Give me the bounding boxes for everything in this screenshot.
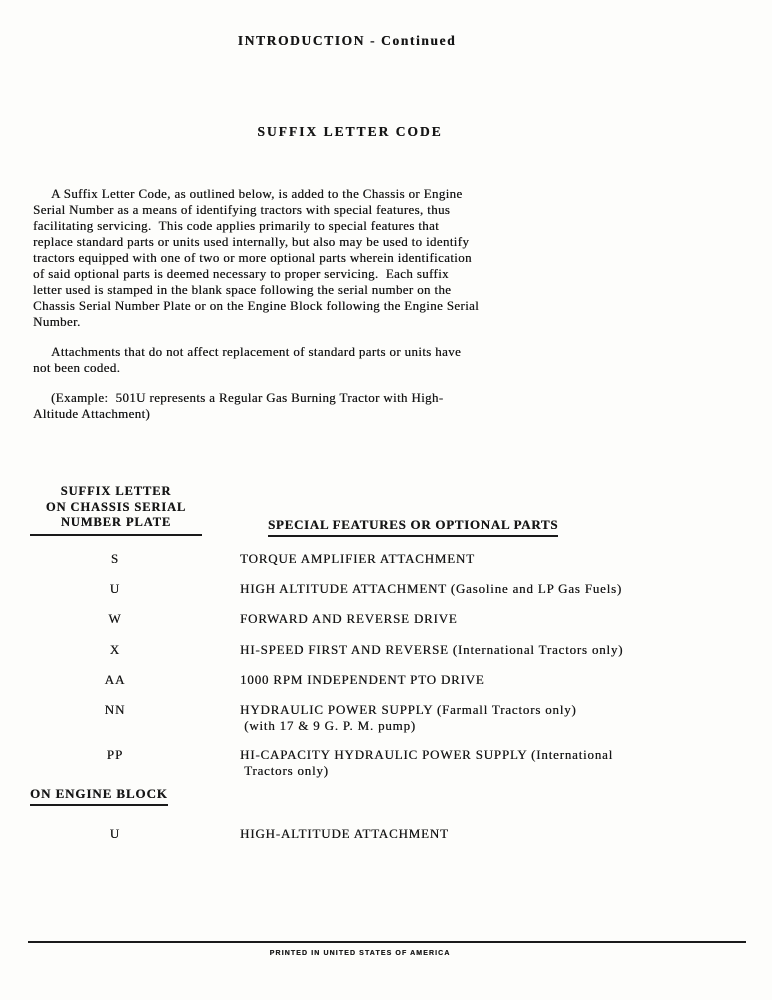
suffix-letter: W: [108, 611, 122, 626]
table-row: [0, 581, 772, 597]
feature-description: HI-SPEED FIRST AND REVERSE (International Tractors only): [240, 642, 624, 657]
table-row: [0, 642, 772, 658]
feature-description: HYDRAULIC POWER SUPPLY (Farmall Tractors only) (with 17 & 9 G. P. M. pump): [240, 702, 577, 733]
table-header-suffix-letter-column: SUFFIX LETTER ON CHASSIS SERIAL NUMBER PLATE: [30, 484, 202, 536]
table-row: [0, 611, 772, 627]
table-header-special-features-column: SPECIAL FEATURES OR OPTIONAL PARTS: [268, 517, 558, 537]
table-row: [0, 826, 772, 842]
suffix-letter: U: [109, 581, 121, 596]
paragraph-attachments: Attachments that do not affect replacement of standard parts or units have not been coded.: [33, 344, 462, 375]
table-row: [0, 551, 772, 567]
feature-description: HIGH-ALTITUDE ATTACHMENT: [240, 826, 449, 841]
suffix-letter: S: [110, 551, 120, 566]
table-row: [0, 672, 772, 688]
engine-block-section-heading: ON ENGINE BLOCK: [30, 786, 168, 806]
paragraph-intro: A Suffix Letter Code, as outlined below, is added to the Chassis or Engine Serial Number as a means of identifying tractors with special features, thus facilitating servicing. This code applies primarily to special features that replace standard parts or units used internally, but also may be used to identify tractors equipped with one of two or more optional parts wherein identification of said optional parts is deemed necessary to proper servicing. Each suffix letter used is stamped in the blank space following the serial number on the Chassis Serial Number Plate or on the Engine Block following the Engine Serial Number.: [33, 186, 480, 329]
feature-description: TORQUE AMPLIFIER ATTACHMENT: [240, 551, 475, 566]
suffix-letter: AA: [104, 672, 126, 687]
suffix-letter: X: [109, 642, 121, 657]
printed-in-usa-note: PRINTED IN UNITED STATES OF AMERICA: [269, 950, 451, 957]
footer-divider-rule: [28, 941, 746, 943]
paragraph-example: (Example: 501U represents a Regular Gas Burning Tractor with High- Altitude Attachment): [33, 390, 444, 421]
feature-description: HI-CAPACITY HYDRAULIC POWER SUPPLY (International Tractors only): [240, 747, 613, 778]
suffix-letter: NN: [104, 702, 126, 717]
feature-description: FORWARD AND REVERSE DRIVE: [240, 611, 458, 626]
page-header: INTRODUCTION - Continued: [237, 33, 457, 48]
suffix-letter: PP: [106, 747, 124, 762]
feature-description: 1000 RPM INDEPENDENT PTO DRIVE: [240, 672, 485, 687]
table-row: [0, 747, 772, 779]
suffix-letter: U: [109, 826, 121, 841]
table-row: [0, 702, 772, 734]
section-title: SUFFIX LETTER CODE: [257, 124, 443, 139]
feature-description: HIGH ALTITUDE ATTACHMENT (Gasoline and LP Gas Fuels): [240, 581, 623, 596]
